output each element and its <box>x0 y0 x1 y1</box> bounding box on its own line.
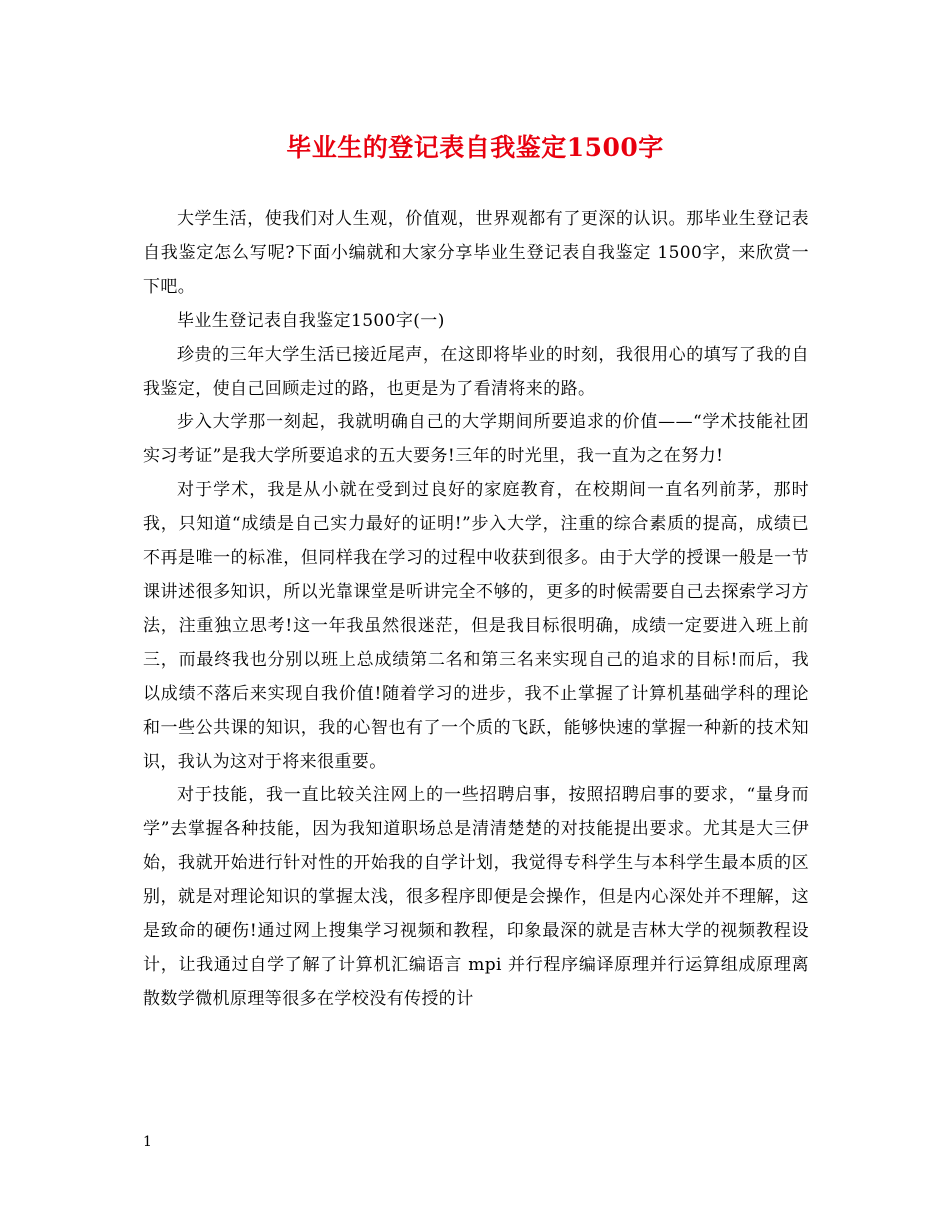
page-number: 1 <box>143 1134 152 1150</box>
document-title: 毕业生的登记表自我鉴定1500字 <box>286 133 664 162</box>
paragraph: 对于技能，我一直比较关注网上的一些招聘启事，按照招聘启事的要求，“量身而学”去掌握各种技能，因为我知道职场总是清清楚楚的对技能提出要求。尤其是大三伊始，我就开始进行针对性的开始我的自学计划，我觉得专科学生与本科学生最本质的区别，就是对理论知识的掌握太浅，很多程序即便是会操作，但是内心深处并不理解，这是致命的硬伤!通过网上搜集学习视频和教程，印象最深的就是吉林大学的视频教程设计，让我通过自学了解了计算机汇编语言 mpi 并行程序编译原理并行运算组成原理离散数学微机原理等很多在学校没有传授的计 <box>143 785 809 1009</box>
paragraph: 对于学术，我是从小就在受到过良好的家庭教育，在校期间一直名列前茅，那时我，只知道“成绩是自己实力最好的证明!”步入大学，注重的综合素质的提高，成绩已不再是唯一的标准，但同样我在学习的过程中收获到很多。由于大学的授课一般是一节课讲述很多知识，所以光靠课堂是听讲完全不够的，更多的时候需要自己去探索学习方法，注重独立思考!这一年我虽然很迷茫，但是我目标很明确，成绩一定要进入班上前三，而最终我也分别以班上总成绩第二名和第三名来实现自己的追求的目标!而后，我以成绩不落后来实现自我价值!随着学习的进步，我不止掌握了计算机基础学科的理论和一些公共课的知识，我的心智也有了一个质的飞跃，能够快速的掌握一种新的技术知识，我认为这对于将来很重要。 <box>143 480 809 772</box>
document-body <box>143 203 809 1017</box>
paragraph-intro: 大学生活，使我们对人生观，价值观，世界观都有了更深的认识。那毕业生登记表自我鉴定怎么写呢?下面小编就和大家分享毕业生登记表自我鉴定 1500字，来欣赏一下吧。 <box>143 209 809 297</box>
paragraph: 珍贵的三年大学生活已接近尾声，在这即将毕业的时刻，我很用心的填写了我的自我鉴定，使自己回顾走过的路，也更是为了看清将来的路。 <box>143 344 809 399</box>
paragraph: 步入大学那一刻起，我就明确自己的大学期间所要追求的价值——“学术技能社团实习考证”是我大学所要追求的五大要务!三年的时光里，我一直为之在努力! <box>143 412 809 467</box>
section-heading: 毕业生登记表自我鉴定1500字(一) <box>177 310 445 331</box>
